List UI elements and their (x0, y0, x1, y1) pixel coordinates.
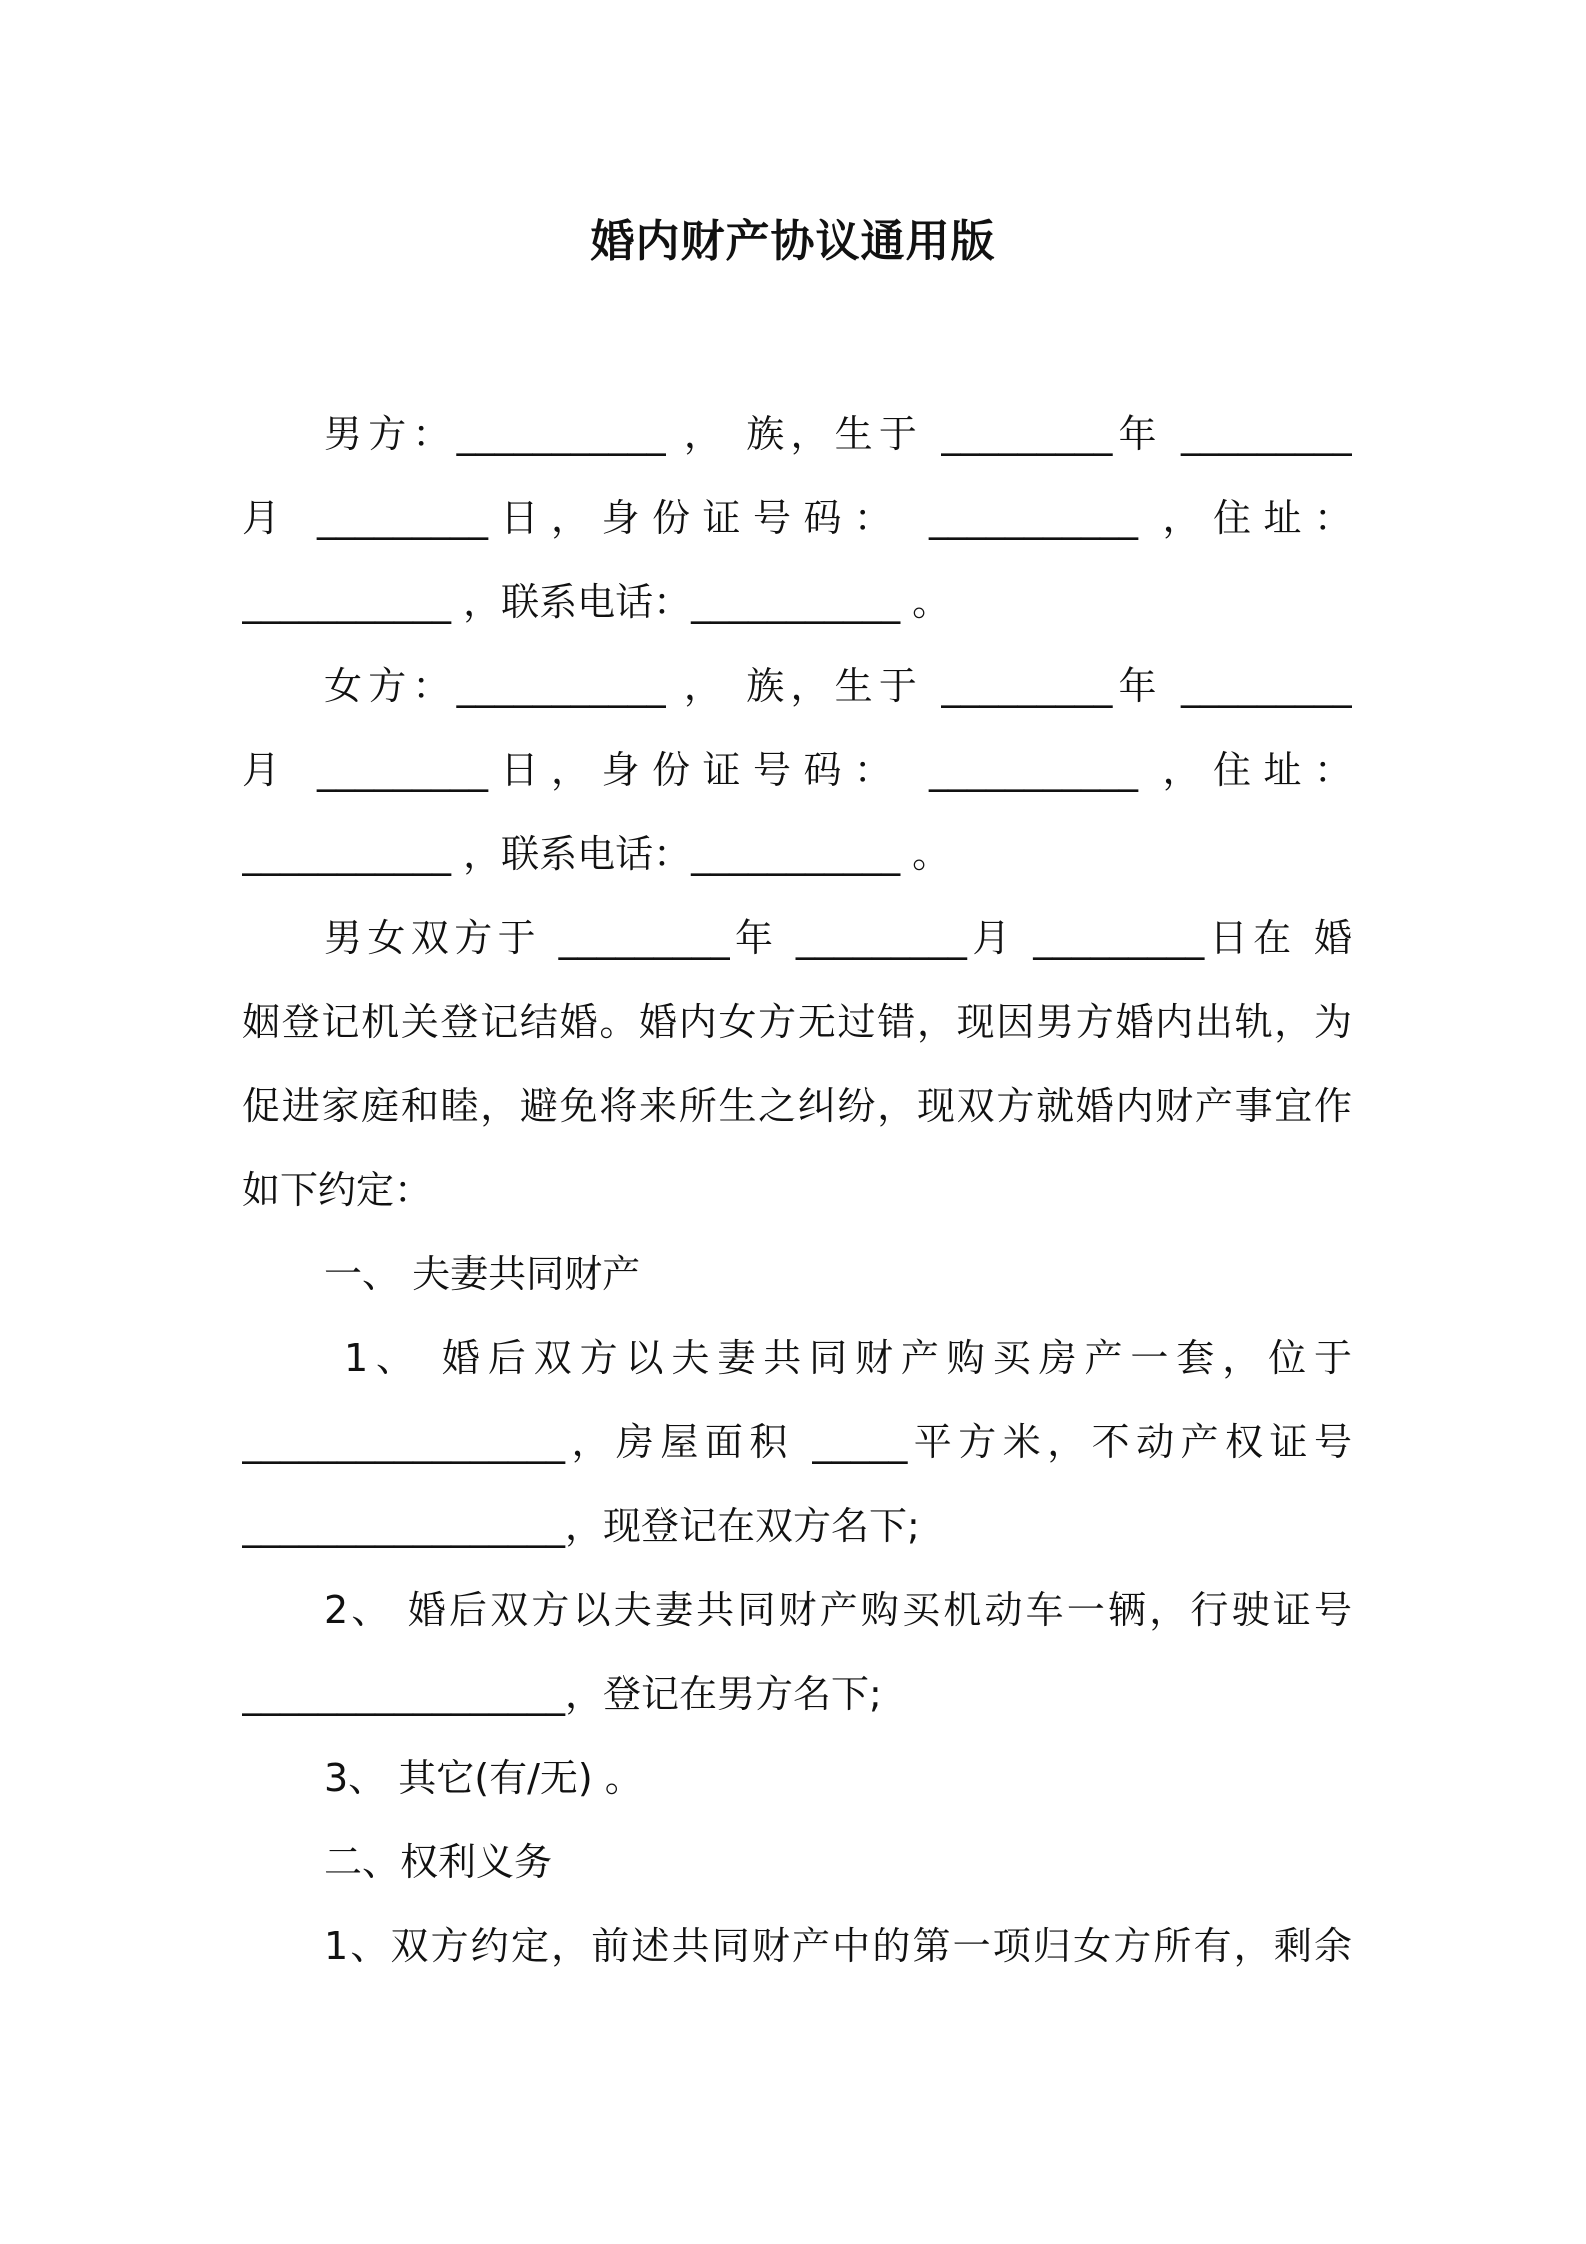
item-3-line-1: 3、 其它(有/无) 。 (324, 1756, 643, 1800)
rights-item-1-line-1: 1、双方约定，前述共同财产中的第一项归女方所有，剩余 (324, 1924, 1352, 1968)
preamble-line-4: 如下约定： (242, 1168, 433, 1212)
document-title: 婚内财产协议通用版 (590, 216, 996, 267)
preamble-line-3: 促进家庭和睦，避免将来所生之纠纷，现双方就婚内财产事宜作 (242, 1084, 1352, 1128)
male-party-line-1: 男方：___________ ， 族，生于 _________年 _________ (324, 412, 1352, 456)
female-party-line-2: 月 _________日，身份证号码： ___________ ，住址： (242, 748, 1352, 792)
section-heading-2: 二、权利义务 (324, 1840, 553, 1884)
female-party-line-1: 女方：___________ ， 族，生于 _________年 _________ (324, 664, 1352, 708)
item-1-line-2: _________________，房屋面积 _____平方米，不动产权证号 (242, 1420, 1352, 1464)
female-party-line-3: ___________ ，联系电话：___________ 。 (242, 832, 951, 876)
item-1-line-3: _________________，现登记在双方名下; (242, 1504, 920, 1548)
male-party-line-3: ___________ ，联系电话：___________ 。 (242, 580, 951, 624)
male-party-line-2: 月 _________日，身份证号码： ___________ ，住址： (242, 496, 1352, 540)
section-heading-1: 一、 夫妻共同财产 (324, 1252, 641, 1296)
preamble-line-1: 男女双方于 _________年 _________月 _________日在 婚 (324, 916, 1352, 960)
item-2-line-2: _________________，登记在男方名下; (242, 1672, 882, 1716)
item-1-line-1: 1、 婚后双方以夫妻共同财产购买房产一套，位于 (324, 1336, 1352, 1380)
item-2-line-1: 2、 婚后双方以夫妻共同财产购买机动车一辆，行驶证号 (324, 1588, 1352, 1632)
preamble-line-2: 姻登记机关登记结婚。婚内女方无过错，现因男方婚内出轨，为 (242, 1000, 1352, 1044)
